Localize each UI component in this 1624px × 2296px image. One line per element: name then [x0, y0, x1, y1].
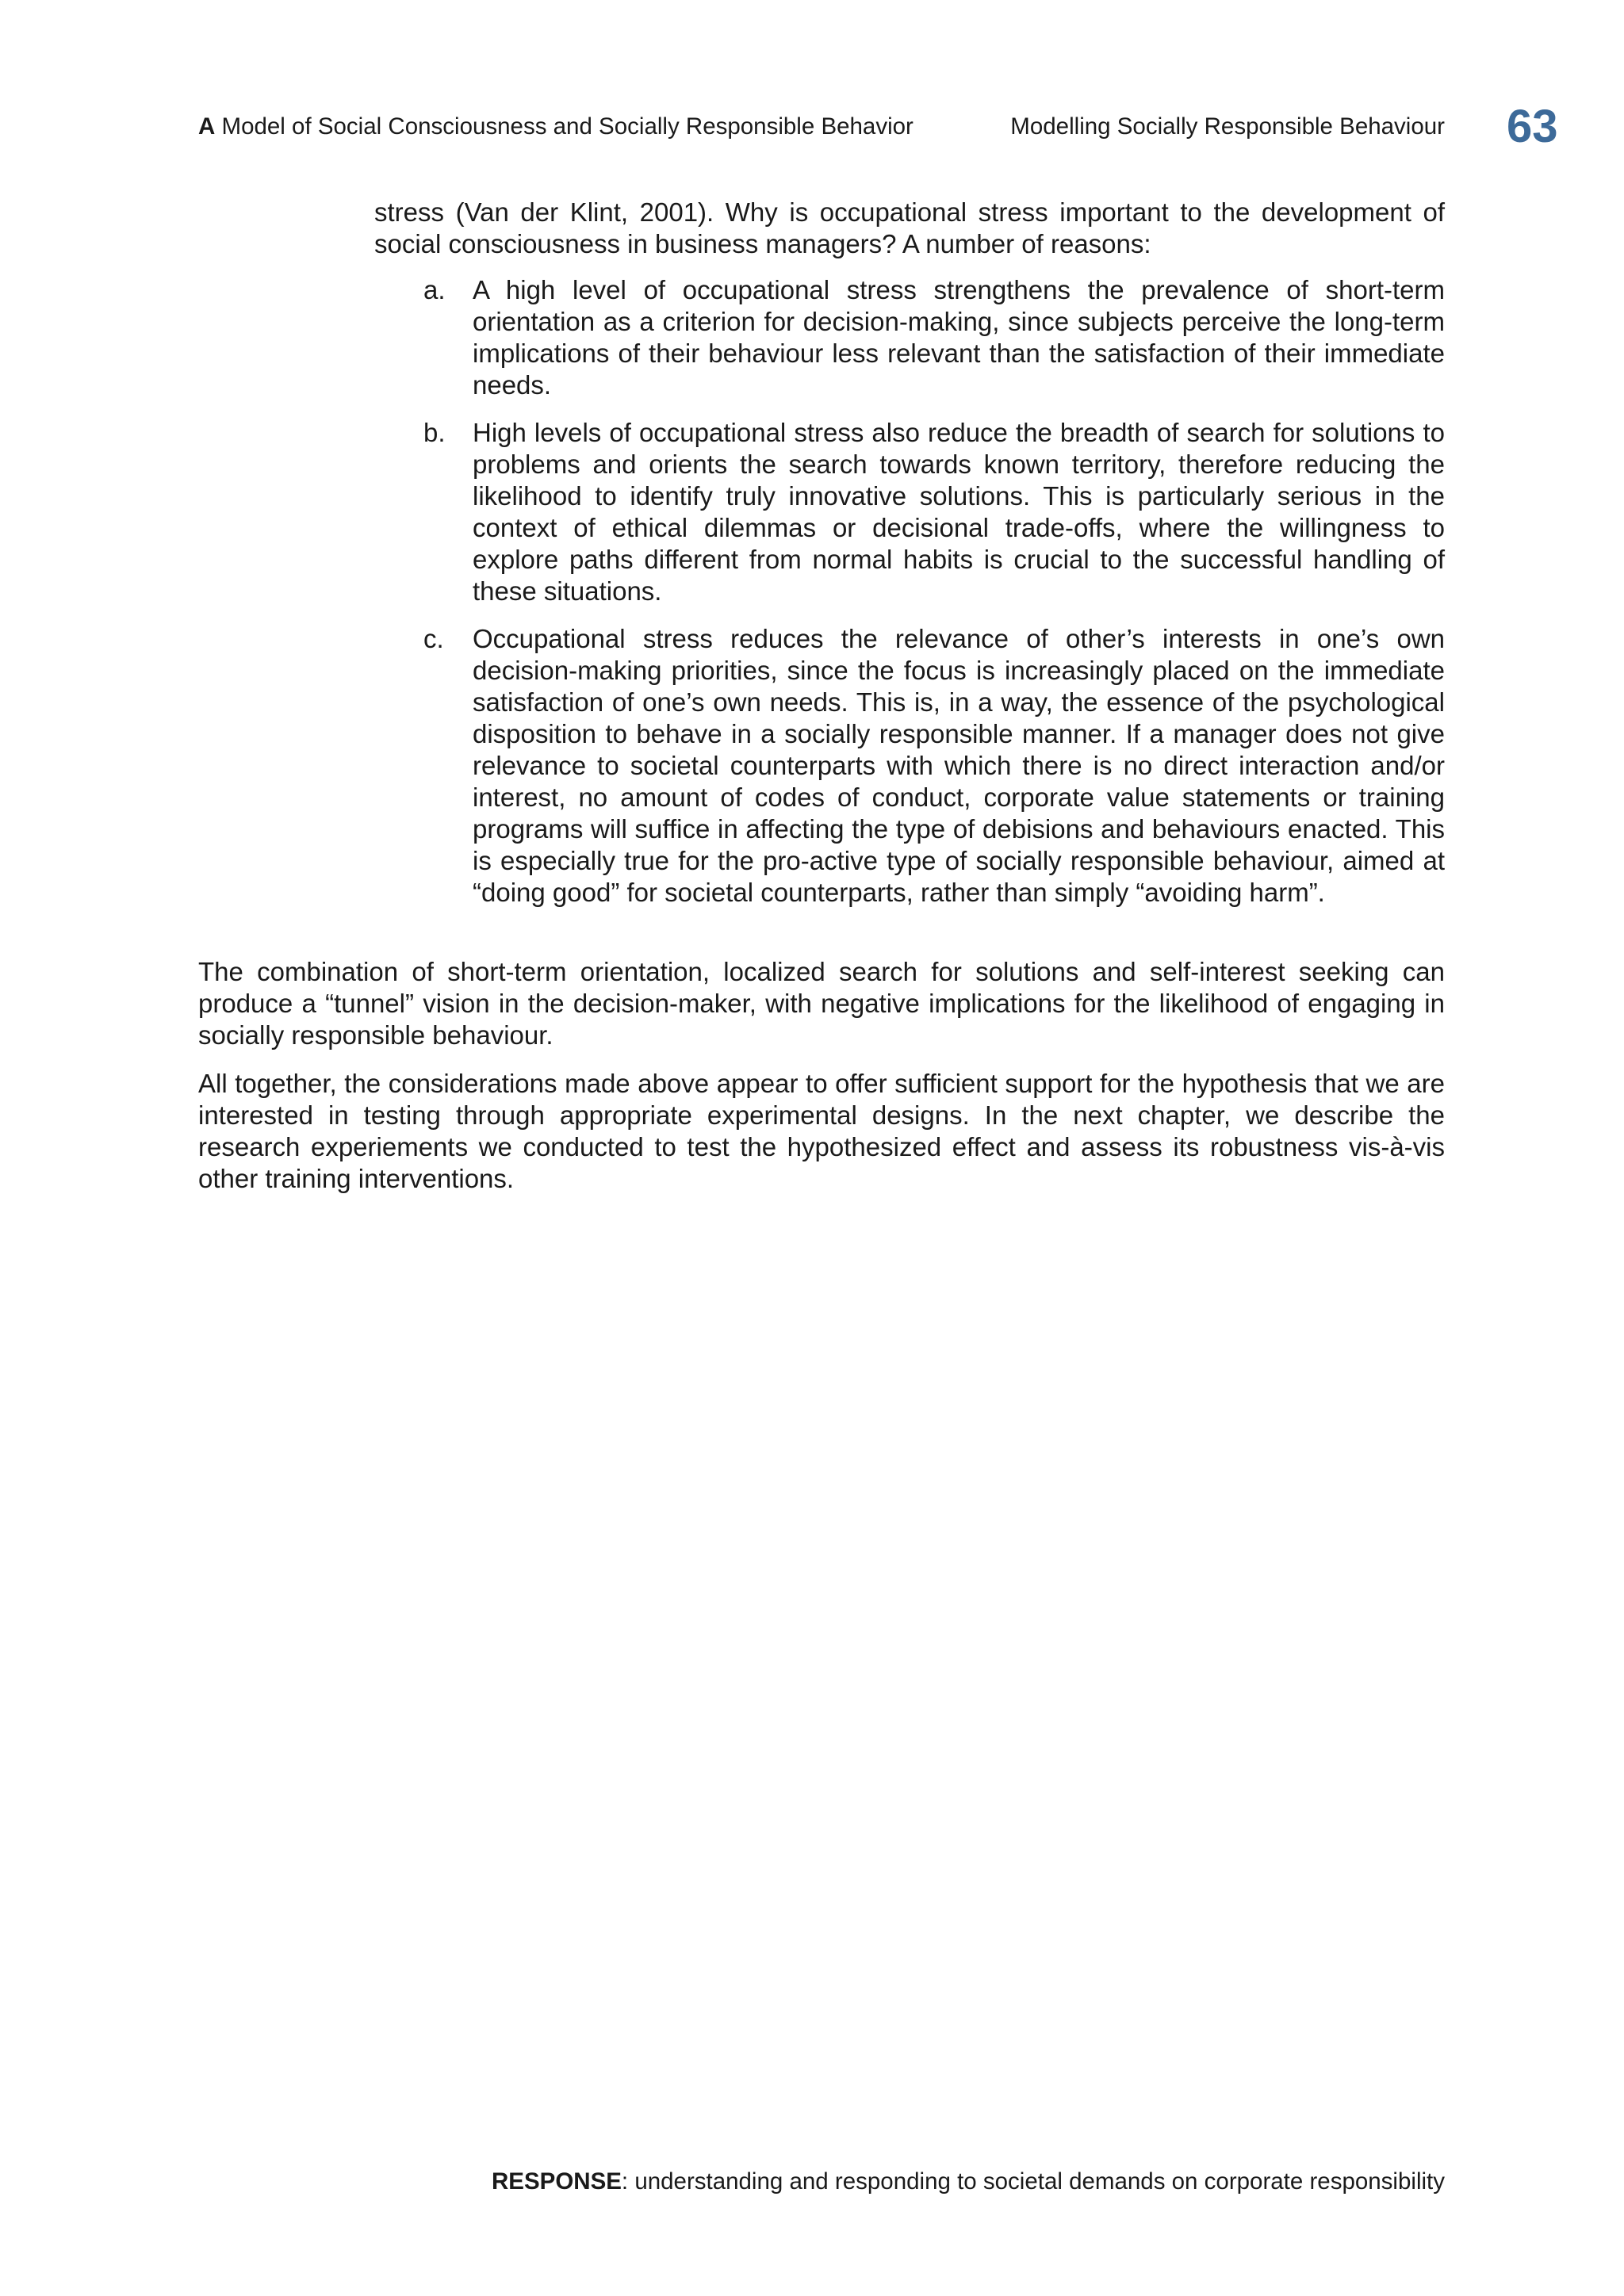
body-paragraph-tunnel-vision: The combination of short-term orientation, localized search for solutions and self-interest seeking can produce a “tunnel” vision in the decision-maker, with negative implications for the likelihood of engaging in socially responsible behaviour.: [198, 957, 1445, 1050]
list-marker: b.: [423, 418, 446, 447]
list-item-text: Occupational stress reduces the relevance of other’s interests in one’s own decision-making priorities, since the focus is increasingly placed on the immediate satisfaction of one’s own needs. This is, in a way, the essence of the psychological disposition to behave in a socially responsible manner. If a manager does not give relevance to societal counterparts with which there is no direct interaction and/or interest, no amount of codes of conduct, corporate value statements or training programs will suffice in affecting the type of debisions and behaviours enacted. This is especially true for the pro-active type of socially responsible behaviour, aimed at “doing good” for societal counterparts, rather than simply “avoiding harm”.: [473, 624, 1445, 907]
header-book-title: [198, 109, 914, 144]
list-marker: a.: [423, 275, 446, 304]
list-item: [374, 417, 1445, 607]
list-item-text: A high level of occupational stress strengthens the prevalence of short-term orientation as a criterion for decision-making, since subjects perceive the long-term implications of their behaviour less relevant than the satisfaction of their immediate needs.: [473, 275, 1445, 400]
list-item-text: High levels of occupational stress also reduce the breadth of search for solutions to problems and orients the search towards known territory, therefore reducing the likelihood to identify truly innovative solutions. This is particularly serious in the context of ethical dilemmas or decisional trade-offs, where the willingness to explore paths different from normal habits is crucial to the successful handling of these situations.: [473, 418, 1445, 606]
list-marker: c.: [423, 624, 444, 653]
header-section-title: Modelling Socially Responsible Behaviour: [1010, 113, 1445, 140]
header-book-title-rest: Model of Social Consciousness and Socially Responsible Behavior: [215, 113, 914, 140]
body-paragraph-conclusion: All together, the considerations made above appear to offer sufficient support for the hypothesis that we are interested in testing through appropriate experimental designs. In the next chapter, we describe the research experiements we conducted to test the hypothesized effect and assess its robustness vis-à-vis other training interventions.: [198, 1069, 1445, 1193]
footer-project-name: RESPONSE: [491, 2168, 622, 2195]
list-item: [374, 623, 1445, 909]
header-book-title-bold: A: [198, 113, 216, 140]
running-footer: [198, 2164, 1445, 2199]
intro-paragraph: stress (Van der Klint, 2001). Why is occupational stress important to the development of social consciousness in business managers? A number of reasons:: [374, 197, 1445, 258]
running-header: [198, 109, 1445, 144]
list-item: [374, 274, 1445, 401]
footer-tagline: : understanding and responding to societal demands on corporate responsibility: [621, 2168, 1445, 2195]
page-number: 63: [1507, 101, 1558, 152]
reasons-list: [374, 274, 1445, 924]
